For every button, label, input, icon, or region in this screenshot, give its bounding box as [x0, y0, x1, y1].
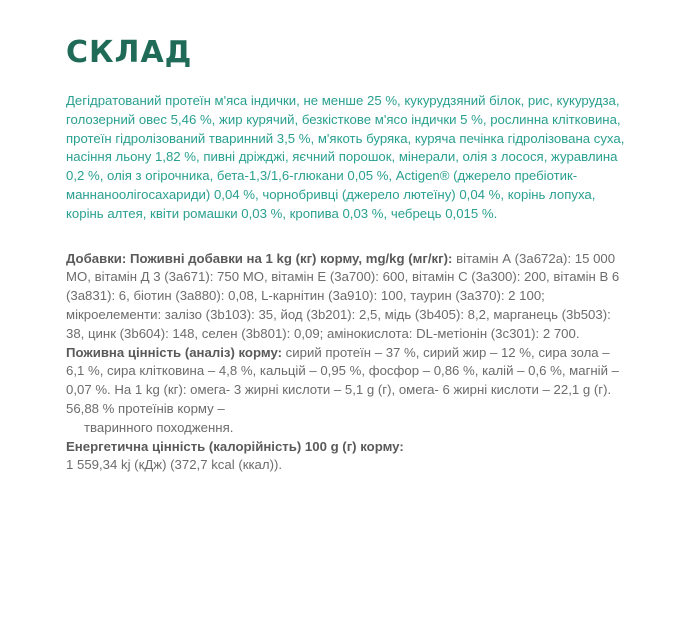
ingredients-text: Дегідратований протеїн м'яса індички, не менше 25 %, кукурудзяний білок, рис, кукурудза, голозерний овес 5,46 %, жир курячий, безкісткове м'ясо індички 5 %, рослинна клітковина, протеїн гідролізований тваринний 3,5 %, м'якоть буряка, куряча печінка гідролізована суха, насіння льону 1,82 %, пивні дріжджі, яєчний порошок, мінерали, олія з лосося, журавлина 0,2 %, олія з огірочника, бета-1,3/1,6-глюкани 0,05 %, Actigen® (джерело пребіотик-маннаноолігосахариди) 0,04 %, чорнобривці (джерело лютеїну) 0,04 %, корінь лопуха, корінь алтея, квіти ромашки 0,03 %, кропива 0,03 %, чебрець 0,015 %.	[66, 93, 625, 221]
additives-text: вітамін А (3а672а): 15 000 МО, вітамін Д 3 (3а671): 750 МО, вітамін Е (3а700): 600, вітамін С (3а300): 200, вітамін В 6 (3а831): 6, біотин (3а880): 0,08, L-карнітин (3а910): 100, таурин (3а370): 2 100; мікроелементи: залізо (3b103): 35, йод (3b201): 2,5, мідь (3b405): 8,2, марганець (3b503): 38, цинк (3b604): 148, селен (3b801): 0,09; амінокислота: DL-метіонін (3с301): 2 700.	[66, 250, 620, 341]
nutrition-text-end: тваринного походження.	[84, 419, 234, 435]
additives-label: Добавки: Поживні добавки на 1 kg (кг) корму, mg/kg (мг/кг):	[66, 250, 453, 266]
nutrition-paragraph	[66, 344, 626, 438]
energy-text: 1 559,34 kj (кДж) (372,7 kcal (ккал)).	[66, 457, 283, 473]
page-title: СКЛАД	[66, 35, 193, 70]
nutrition-text: сирий протеїн – 37 %, сирий жир – 12 %, сира зола – 6,1 %, сира клітковина – 4,8 %, кальцій – 0,95 %, фосфор – 0,86 %, калій – 0,6 %, магній – 0,07 %. На 1 kg (кг): омега- 3 жирні кислоти – 5,1 g (г), омега- 6 жирні кислоти – 22,1 g (г). 56,88 % протеїнів корму –	[66, 344, 619, 416]
energy-label: Енергетична цінність (калорійність) 100 g (г) корму:	[66, 438, 404, 454]
product-composition-sheet	[66, 36, 626, 475]
additives-paragraph	[66, 250, 626, 344]
additives-block	[66, 250, 626, 476]
energy-paragraph	[66, 438, 626, 476]
nutrition-label: Поживна цінність (аналіз) корму:	[66, 344, 282, 360]
